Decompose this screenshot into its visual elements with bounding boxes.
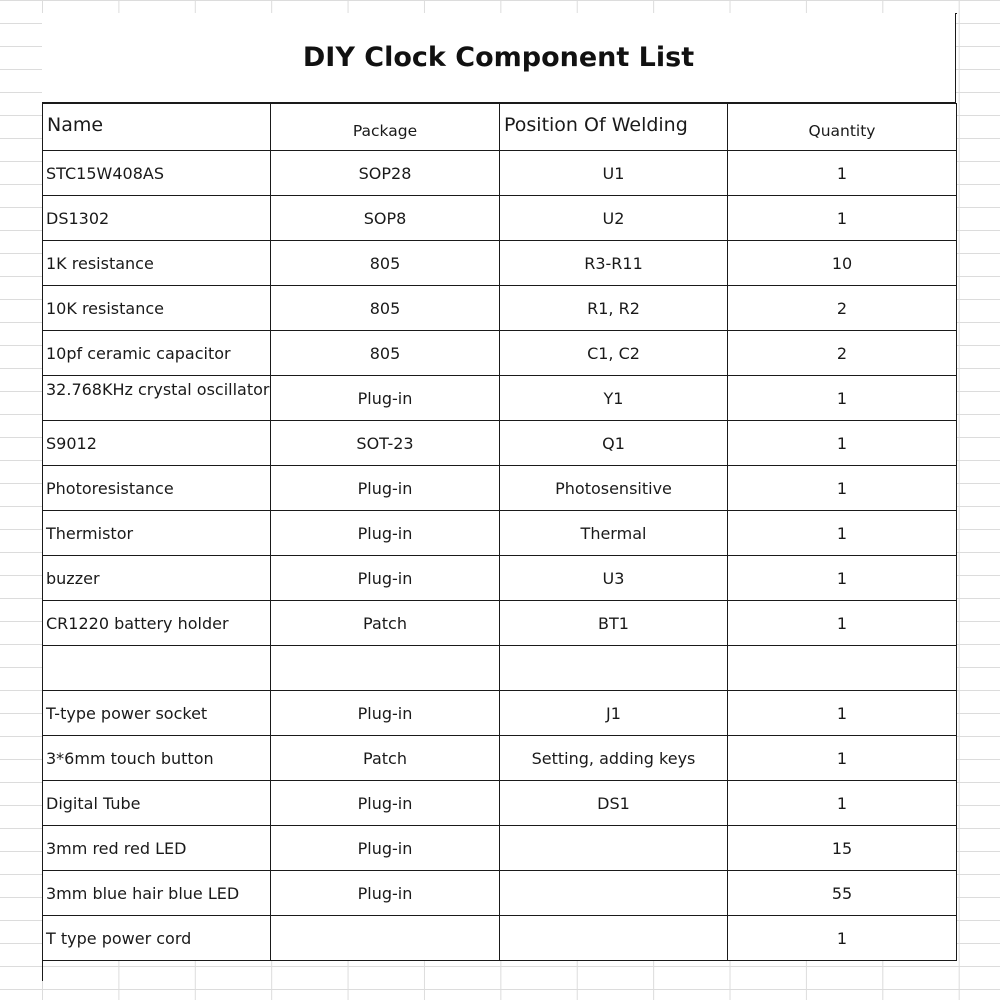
table-row <box>43 241 957 286</box>
cell-package[interactable] <box>271 646 500 691</box>
table-row <box>43 421 957 466</box>
table-row <box>43 511 957 556</box>
table-row <box>43 286 957 331</box>
cell-position[interactable]: U3 <box>500 556 728 601</box>
cell-name[interactable]: Photoresistance <box>43 466 271 511</box>
cell-quantity[interactable]: 15 <box>728 826 957 871</box>
cell-package[interactable]: Patch <box>271 736 500 781</box>
table-row <box>43 781 957 826</box>
cell-name[interactable]: DS1302 <box>43 196 271 241</box>
sheet-title: DIY Clock Component List <box>42 13 956 103</box>
cell-position[interactable]: Photosensitive <box>500 466 728 511</box>
cell-package[interactable]: SOP28 <box>271 151 500 196</box>
cell-package[interactable]: Plug-in <box>271 691 500 736</box>
table-row <box>43 151 957 196</box>
table-row <box>43 736 957 781</box>
cell-name[interactable]: 3mm blue hair blue LED <box>43 871 271 916</box>
cell-package[interactable]: Patch <box>271 601 500 646</box>
cell-name[interactable]: 1K resistance <box>43 241 271 286</box>
cell-quantity[interactable]: 1 <box>728 691 957 736</box>
cell-quantity[interactable]: 1 <box>728 376 957 421</box>
cell-name[interactable]: CR1220 battery holder <box>43 601 271 646</box>
cell-position[interactable]: C1, C2 <box>500 331 728 376</box>
cell-quantity[interactable]: 1 <box>728 916 957 961</box>
header-package[interactable]: Package <box>271 104 500 151</box>
cell-quantity[interactable]: 1 <box>728 601 957 646</box>
table-row <box>43 916 957 961</box>
cell-name[interactable]: Digital Tube <box>43 781 271 826</box>
cell-quantity[interactable]: 1 <box>728 421 957 466</box>
table-row <box>43 466 957 511</box>
cell-position[interactable]: R1, R2 <box>500 286 728 331</box>
cell-quantity[interactable]: 1 <box>728 196 957 241</box>
header-position[interactable]: Position Of Welding <box>500 104 728 151</box>
table-row <box>43 691 957 736</box>
cell-quantity[interactable]: 1 <box>728 511 957 556</box>
cell-package[interactable]: Plug-in <box>271 376 500 421</box>
cell-package[interactable]: Plug-in <box>271 556 500 601</box>
cell-name[interactable]: buzzer <box>43 556 271 601</box>
cell-package[interactable]: SOP8 <box>271 196 500 241</box>
table-row <box>43 646 957 691</box>
cell-package[interactable]: Plug-in <box>271 781 500 826</box>
header-row <box>43 104 957 151</box>
cell-name[interactable]: S9012 <box>43 421 271 466</box>
table-row <box>43 556 957 601</box>
cell-position[interactable] <box>500 916 728 961</box>
table-row <box>43 376 957 421</box>
cell-position[interactable]: Y1 <box>500 376 728 421</box>
cell-position[interactable]: Q1 <box>500 421 728 466</box>
cell-package[interactable]: 805 <box>271 331 500 376</box>
cell-package[interactable]: 805 <box>271 241 500 286</box>
header-name[interactable]: Name <box>43 104 271 151</box>
cell-quantity[interactable]: 1 <box>728 556 957 601</box>
cell-name[interactable]: T type power cord <box>43 916 271 961</box>
cell-position[interactable]: R3-R11 <box>500 241 728 286</box>
component-table <box>42 103 957 961</box>
cell-position[interactable] <box>500 646 728 691</box>
cell-package[interactable]: Plug-in <box>271 511 500 556</box>
cell-package[interactable]: Plug-in <box>271 826 500 871</box>
cell-name[interactable]: 32.768KHz crystal oscillator <box>43 376 271 421</box>
cell-quantity[interactable]: 10 <box>728 241 957 286</box>
cell-quantity[interactable]: 1 <box>728 736 957 781</box>
cell-quantity[interactable]: 1 <box>728 466 957 511</box>
cell-position[interactable] <box>500 871 728 916</box>
table-row <box>43 196 957 241</box>
table-row <box>43 601 957 646</box>
table-row <box>43 871 957 916</box>
cell-name[interactable]: Thermistor <box>43 511 271 556</box>
cell-package[interactable] <box>271 916 500 961</box>
cell-position[interactable]: DS1 <box>500 781 728 826</box>
cell-name[interactable]: 10K resistance <box>43 286 271 331</box>
cell-package[interactable]: Plug-in <box>271 466 500 511</box>
cell-name[interactable]: 3*6mm touch button <box>43 736 271 781</box>
cell-position[interactable]: Setting, adding keys <box>500 736 728 781</box>
header-quantity[interactable]: Quantity <box>728 104 957 151</box>
cell-quantity[interactable]: 2 <box>728 331 957 376</box>
cell-quantity[interactable] <box>728 646 957 691</box>
cell-name[interactable]: T-type power socket <box>43 691 271 736</box>
cell-position[interactable]: BT1 <box>500 601 728 646</box>
cell-quantity[interactable]: 1 <box>728 151 957 196</box>
cell-package[interactable]: SOT-23 <box>271 421 500 466</box>
cell-name[interactable]: 3mm red red LED <box>43 826 271 871</box>
cell-name[interactable]: 10pf ceramic capacitor <box>43 331 271 376</box>
cell-quantity[interactable]: 55 <box>728 871 957 916</box>
table-row <box>43 826 957 871</box>
cell-name[interactable]: STC15W408AS <box>43 151 271 196</box>
cell-position[interactable]: J1 <box>500 691 728 736</box>
cell-quantity[interactable]: 1 <box>728 781 957 826</box>
cell-quantity[interactable]: 2 <box>728 286 957 331</box>
cell-position[interactable] <box>500 826 728 871</box>
table-row <box>43 331 957 376</box>
cell-name[interactable] <box>43 646 271 691</box>
cell-package[interactable]: 805 <box>271 286 500 331</box>
cell-position[interactable]: Thermal <box>500 511 728 556</box>
cell-package[interactable]: Plug-in <box>271 871 500 916</box>
cell-position[interactable]: U2 <box>500 196 728 241</box>
cell-position[interactable]: U1 <box>500 151 728 196</box>
